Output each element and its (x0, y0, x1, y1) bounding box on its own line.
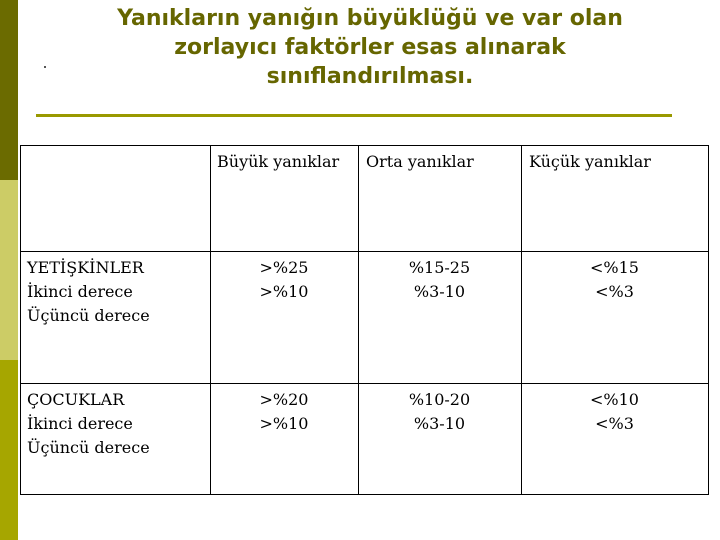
row-label-children (27, 388, 150, 460)
row-sub-label: İkinci derece (27, 282, 133, 301)
title-line-1: Yanıkların yanığın büyüklüğü ve var olan (117, 6, 623, 31)
sidebar-segment-bottom (0, 360, 18, 540)
cell-children-kucuk (521, 388, 708, 436)
decorative-sidebar (0, 0, 18, 540)
cell-children-buyuk (210, 388, 358, 436)
row-label-adults (27, 256, 150, 328)
bullet-dot (44, 66, 46, 68)
header-kucuk-yaniklar: Küçük yanıklar (529, 152, 651, 171)
row-sub-label: Üçüncü derece (27, 306, 150, 325)
table-row-divider (21, 251, 708, 252)
row-group-label: ÇOCUKLAR (27, 390, 125, 409)
title-line-2: zorlayıcı faktörler esas alınarak (174, 35, 566, 60)
cell-value: %15-25 (408, 258, 471, 277)
row-sub-label: Üçüncü derece (27, 438, 150, 457)
row-group-label: YETİŞKİNLER (27, 258, 144, 277)
cell-adults-buyuk (210, 256, 358, 304)
cell-value: >%10 (259, 414, 309, 433)
header-buyuk-yaniklar: Büyük yanıklar (217, 152, 340, 171)
slide-title (70, 4, 670, 91)
cell-adults-orta (358, 256, 521, 304)
table-col-divider (210, 146, 211, 494)
title-divider (36, 114, 672, 117)
cell-value: <%3 (595, 414, 634, 433)
cell-adults-kucuk (521, 256, 708, 304)
cell-children-orta (358, 388, 521, 436)
cell-value: >%25 (259, 258, 309, 277)
table-col-divider (358, 146, 359, 494)
cell-value: %3-10 (413, 414, 466, 433)
burn-classification-table (20, 145, 709, 495)
row-sub-label: İkinci derece (27, 414, 133, 433)
header-orta-yaniklar: Orta yanıklar (366, 152, 474, 171)
cell-value: %3-10 (413, 282, 466, 301)
cell-value: %10-20 (408, 390, 471, 409)
sidebar-segment-middle (0, 180, 18, 360)
cell-value: <%10 (590, 390, 639, 409)
cell-value: <%3 (595, 282, 634, 301)
cell-value: <%15 (590, 258, 639, 277)
cell-value: >%20 (259, 390, 309, 409)
cell-value: >%10 (259, 282, 309, 301)
sidebar-segment-top (0, 0, 18, 180)
title-line-3: sınıflandırılması. (266, 64, 474, 89)
table-col-divider (521, 146, 522, 494)
table-row-divider (21, 383, 708, 384)
